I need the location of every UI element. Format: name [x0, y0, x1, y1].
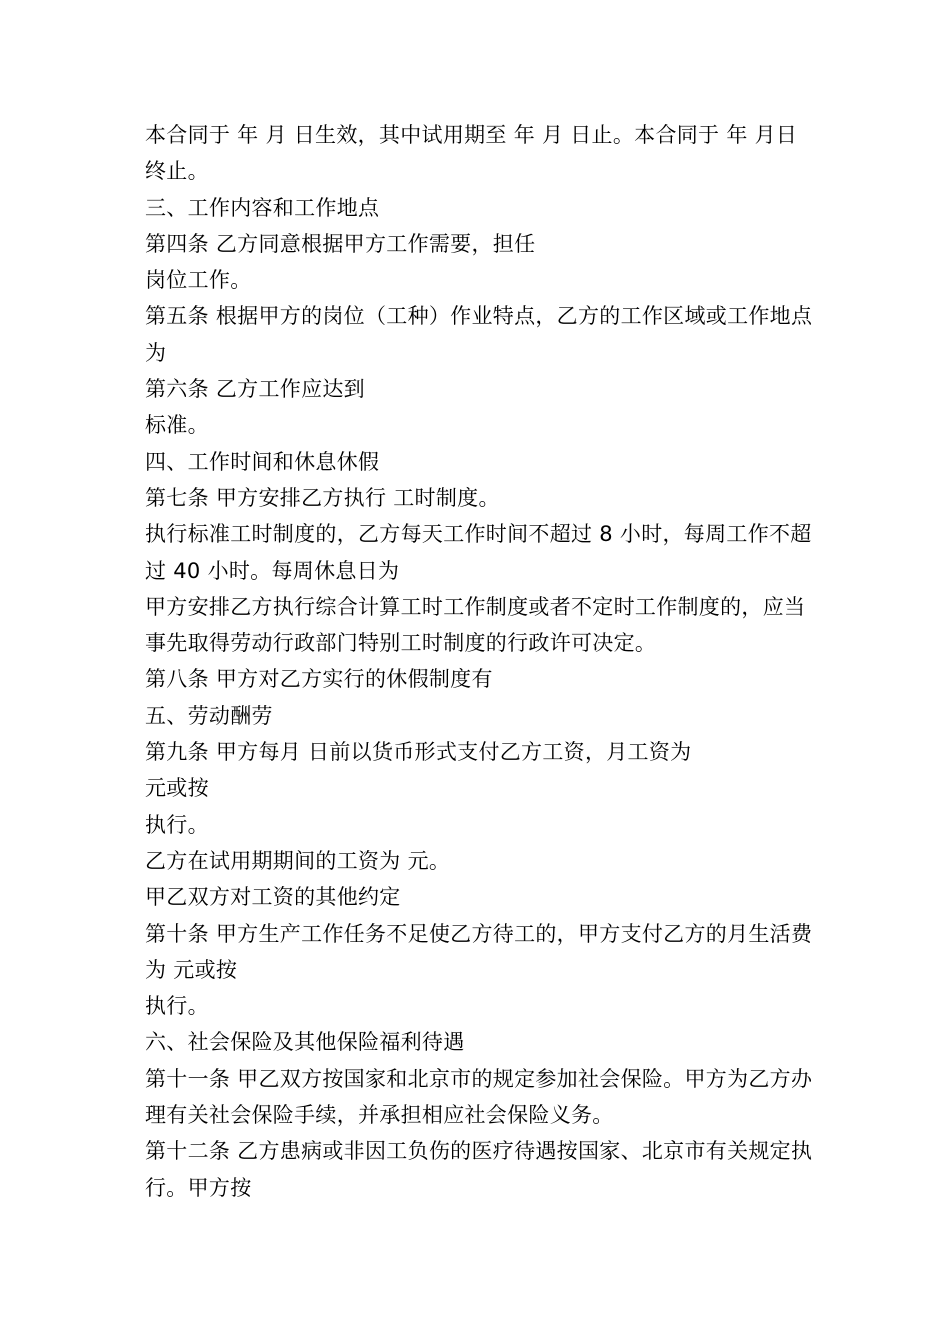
article-4-continued: 岗位工作。: [145, 268, 252, 293]
article-9-continued-2: 执行。: [145, 812, 209, 837]
article-9: 第九条 甲方每月 日前以货币形式支付乙方工资，月工资为: [145, 740, 692, 765]
article-9-probation-wage: 乙方在试用期期间的工资为 元。: [145, 848, 451, 873]
document-body: [145, 117, 813, 1206]
article-6: 第六条 乙方工作应达到: [145, 377, 365, 402]
article-7-special-hours: 甲方安排乙方执行综合计算工时工作制度或者不定时工作制度的，应当事先取得劳动行政部门特别工时制度的行政许可决定。: [145, 594, 806, 656]
article-10: 第十条 甲方生产工作任务不足使乙方待工的，甲方支付乙方的月生活费为 元或按: [145, 921, 813, 982]
section-heading-5: 五、劳动酬劳: [145, 703, 273, 728]
article-7: 第七条 甲方安排乙方执行 工时制度。: [145, 485, 500, 510]
section-heading-3: 三、工作内容和工作地点: [145, 195, 380, 220]
article-7-standard-hours: 执行标准工时制度的，乙方每天工作时间不超过 8 小时，每周工作不超过 40 小时。每周休息日为: [145, 522, 812, 583]
article-9-continued-1: 元或按: [145, 776, 209, 801]
section-heading-4: 四、工作时间和休息休假: [145, 449, 380, 474]
section-heading-6: 六、社会保险及其他保险福利待遇: [145, 1030, 465, 1055]
article-5: 第五条 根据甲方的岗位（工种）作业特点，乙方的工作区域或工作地点为: [145, 304, 813, 365]
article-4: 第四条 乙方同意根据甲方工作需要，担任: [145, 231, 536, 256]
article-8: 第八条 甲方对乙方实行的休假制度有: [145, 667, 493, 692]
article-12: 第十二条 乙方患病或非因工负伤的医疗待遇按国家、北京市有关规定执行。甲方按: [145, 1139, 813, 1200]
article-10-continued: 执行。: [145, 994, 209, 1019]
article-11: 第十一条 甲乙双方按国家和北京市的规定参加社会保险。甲方为乙方办理有关社会保险手续，并承担相应社会保险义务。: [145, 1066, 813, 1128]
article-6-continued: 标准。: [145, 413, 209, 438]
paragraph-effective-date: 本合同于 年 月 日生效，其中试用期至 年 月 日止。本合同于 年 月日终止。: [145, 123, 798, 184]
article-9-other-agreement: 甲乙双方对工资的其他约定: [145, 885, 401, 910]
